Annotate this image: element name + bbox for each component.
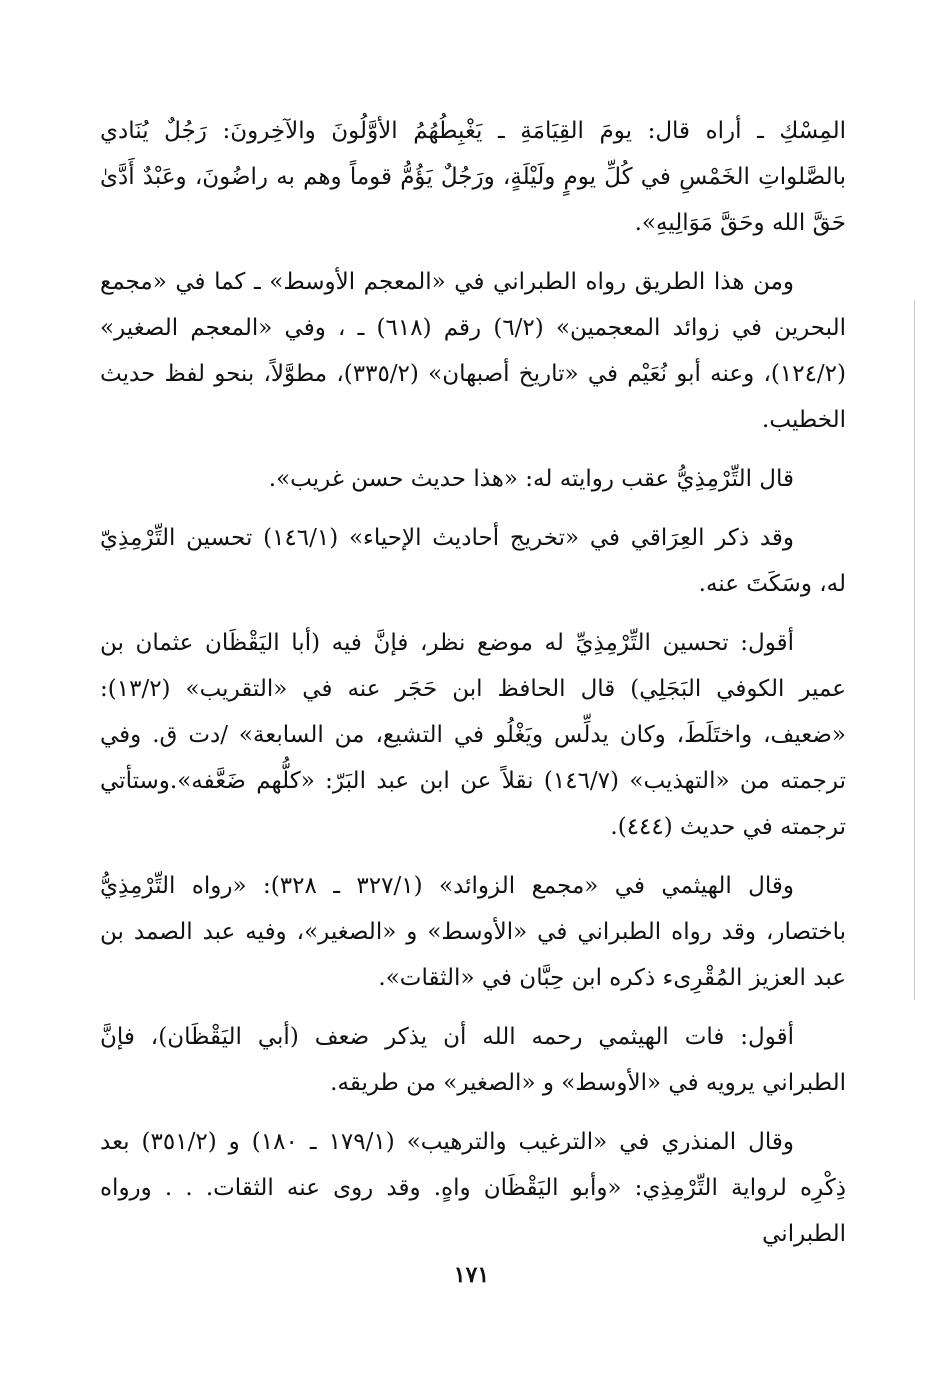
- paragraph-author-reply: أقول: فات الهيثمي رحمه الله أن يذكر ضعف (أبي اليَقْظَان)، فإنَّ الطبراني يرويه في «الأوسط» و «الصغير» من طريقه.: [100, 1024, 846, 1096]
- paragraph-tabarani-source: ومن هذا الطريق رواه الطبراني في «المعجم الأوسط» ـ كما في «مجمع البحرين في زوائد المعجمين» (٦/٢) رقم (٦١٨) ـ ، وفي «المعجم الصغير» (١٢٤/٢)، وعنه أبو نُعَيْم في «تاريخ أصبهان» (٣٣٥/٢)، مطوَّلاً، بنحو لفظ حديث الخطيب.: [100, 269, 847, 433]
- page-number: ١٧١: [453, 1262, 490, 1288]
- paragraph-mundhiri-quote: وقال المنذري في «الترغيب والترهيب» (١٧٩/١ ـ ١٨٠) و (٣٥١/٢) بعد ذِكْرِه لرواية التِّرْمِذِي: «وأبو اليَقْظَان واهٍ. وقد روى عنه الثقات. . . ورواه الطبراني: [100, 1129, 846, 1247]
- paragraph-haythami-quote: وقال الهيثمي في «مجمع الزوائد» (٣٢٧/١ ـ ٣٢٨): «رواه التِّرْمِذِيُّ باختصار، وقد رواه الطبراني في «الأوسط» و «الصغير»، وفيه عبد الصمد بن عبد العزيز المُقْرِىء ذكره ابن حِبَّان في «الثقات».: [100, 873, 846, 991]
- paragraph-tirmidhi-grading: قال التِّرْمِذِيُّ عقب روايته له: «هذا حديث حسن غريب».: [268, 466, 794, 492]
- paragraph-iraqi-note: وقد ذكر العِرَاقي في «تخريج أحاديث الإحياء» (١٤٦/١) تحسين التِّرْمِذِيّ له، وسَكَتَ عنه.: [100, 525, 846, 597]
- paragraph-hadith-continuation: المِسْكِ ـ أراه قال: يومَ القِيَامَةِ ـ يَغْبِطُهُمُ الأوَّلُونَ والآخِرونَ: رَجُلٌ يُنَادي بالصَّلواتِ الخَمْسِ في كُلِّ يومٍ ولَيْلَةٍ، ورَجُلٌ يَؤُمُّ قوماً وهم به راضُونَ، وعَبْدٌ أَدَّىٰ حَقَّ الله وحَقَّ مَوَالِيهِ».: [100, 118, 846, 236]
- page-body: [100, 108, 846, 1270]
- paragraph-author-critique: أقول: تحسين التِّرْمِذِيِّ له موضع نظر، فإنَّ فيه (أبا اليَقْظَان عثمان بن عمير الكوفي البَجَلِي) قال الحافظ ابن حَجَر عنه في «التقريب» (١٣/٢): «ضعيف، واختَلَطَ، وكان يدلِّس ويَغْلُو في التشيع، من السابعة» /دت ق. وفي ترجمته من «التهذيب» (١٤٦/٧) نقلاً عن ابن عبد البَرّ: «كلُّهم ضَعَّفه».وستأتي ترجمته في حديث (٤٤٤).: [100, 630, 846, 840]
- scan-edge-line: [914, 300, 915, 1000]
